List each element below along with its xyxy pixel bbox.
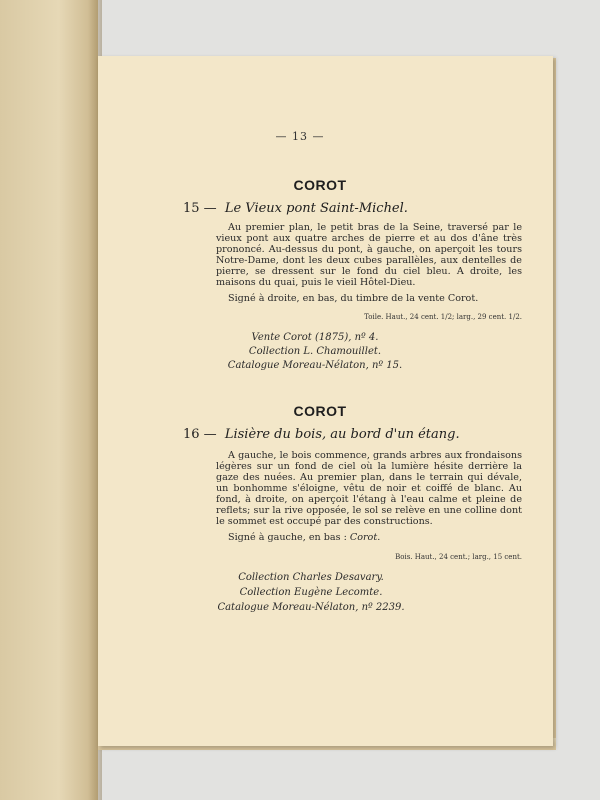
entry-provenance-2-b: Collection Eugène Lecomte. [239,587,383,598]
entry-number-1: 15 — [183,201,217,216]
entry-provenance-1-b: Collection L. Chamouillet. [248,346,382,357]
entry-description-2-text: A gauche, le bois commence, grands arbres aux frondaisons légères sur un fond de ciel où la lumière hésite derrière la gaze des nuées. Au premier plan, dans le terrain qui dévale, un bonhomme s'éloigne, vêtu de noir et coiffé de blanc. Au fond, à droite, on aperçoit l'étang à l'eau calme et pleine de reflets; sur la rive opposée, le sol se relève en une colline dont le sommet est occupé par des constructions. [216,450,522,527]
entry-description-1-text: Au premier plan, le petit bras de la Seine, traversé par le vieux pont aux quatre arches de pierre et au dos d'âne très prononcé. Au-dessus du pont, à gauche, on aperçoit les tours Notre-Dame, dont les deux cubes parallèles, aux dentelles de pierre, se dressent sur le fond du ciel bleu. A droite, les maisons du quai, puis le vieil Hôtel-Dieu. [216,222,522,288]
facing-page [0,0,98,800]
page-number: — 13 — [275,130,325,143]
entry-description-1 [216,222,522,288]
catalogue-page [98,56,553,746]
entry-provenance-1-c: Catalogue Moreau-Nélaton, nº 15. [227,360,403,371]
entry-name-1: Le Vieux pont Saint-Michel. [224,201,408,216]
entry-signed-2 [228,532,380,543]
entry-title-1 [183,201,408,216]
entry-number-2: 16 — [183,427,217,442]
entry-signed-2-prefix: Signé à gauche, en bas : [228,532,350,543]
entry-title-2 [183,427,460,442]
entry-provenance-2-c: Catalogue Moreau-Nélaton, nº 2239. [217,602,405,613]
entry-name-2: Lisière du bois, au bord d'un étang. [224,427,460,442]
entry-dimensions-2: Bois. Haut., 24 cent.; larg., 15 cent. [395,553,522,561]
artist-heading-2: COROT [293,403,347,419]
entry-provenance-1-a: Vente Corot (1875), nº 4. [251,332,379,343]
artist-heading-1: COROT [293,177,347,193]
entry-signed-2-name: Corot. [349,532,381,543]
entry-dimensions-1: Toile. Haut., 24 cent. 1/2; larg., 29 cent. 1/2. [364,313,522,321]
entry-provenance-2-a: Collection Charles Desavary. [238,572,384,583]
entry-description-2 [216,450,522,527]
entry-signed-1: Signé à droite, en bas, du timbre de la vente Corot. [228,293,479,304]
